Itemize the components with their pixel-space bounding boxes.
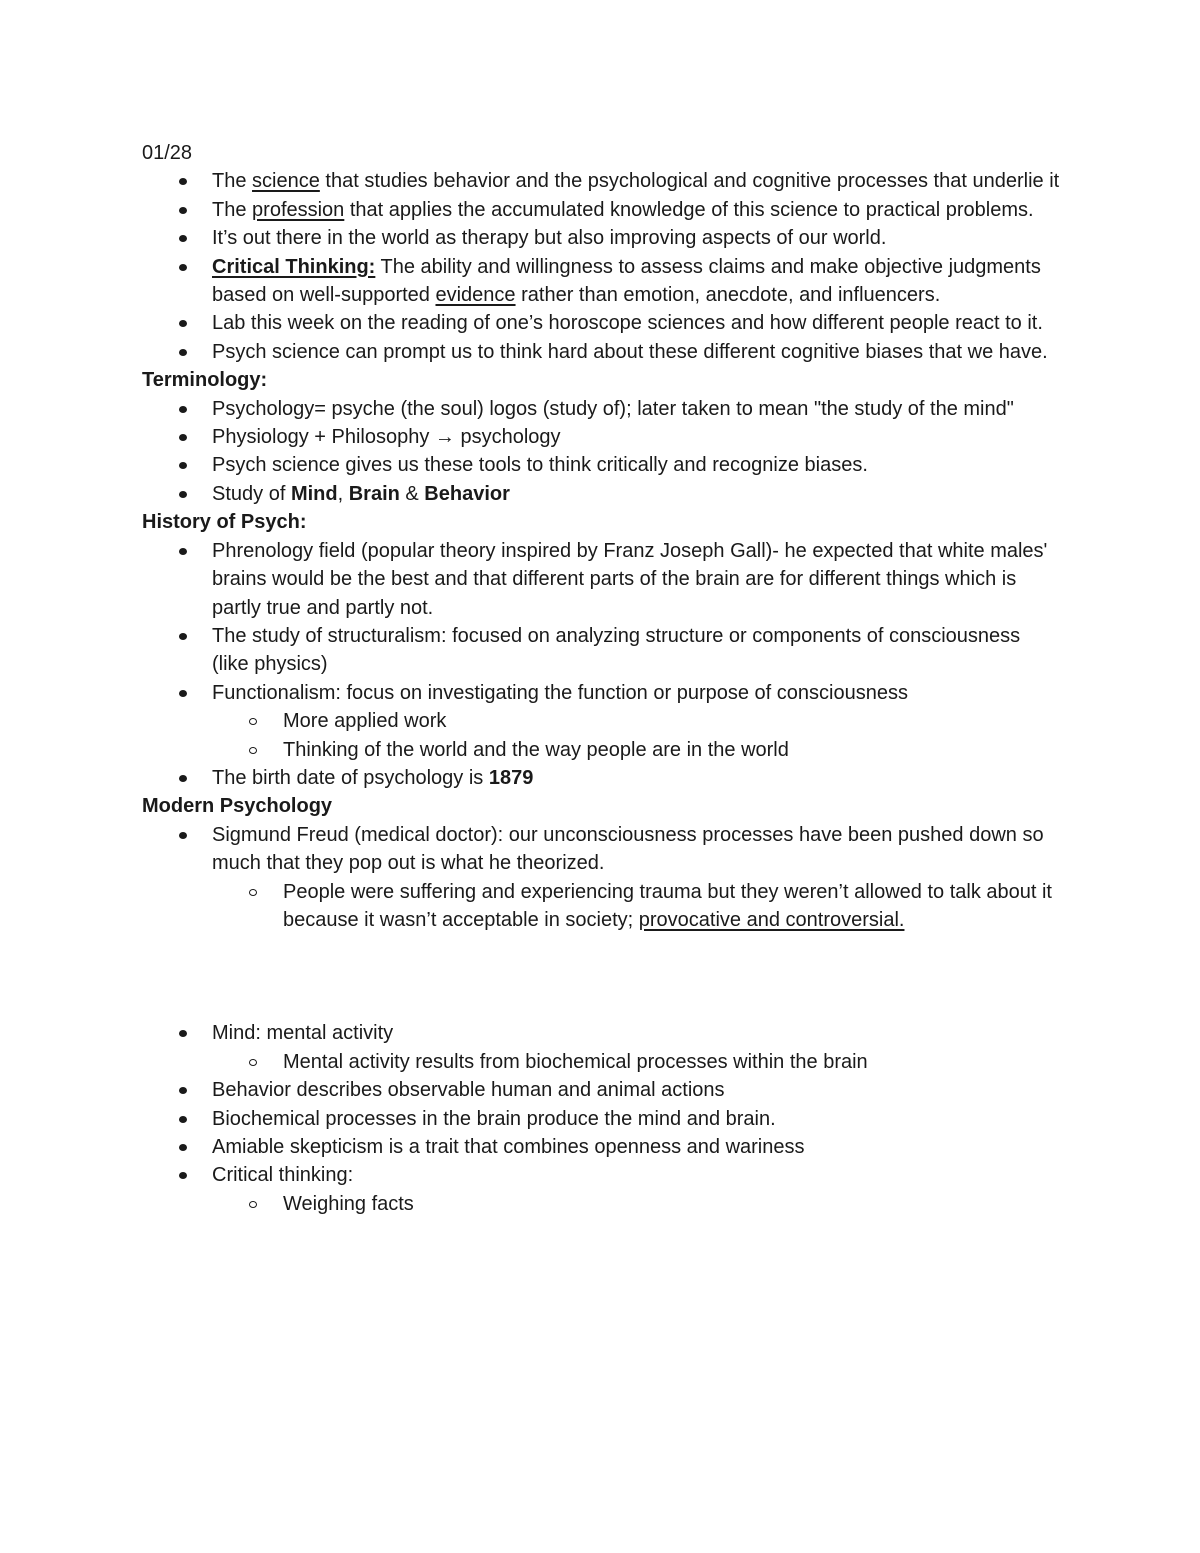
text-run: Psych science gives us these tools to think critically and recognize biases. — [212, 454, 868, 477]
list-item — [142, 309, 1062, 337]
terminology-list — [142, 395, 1062, 509]
modern-psychology-heading: Modern Psychology — [142, 795, 333, 818]
text-run: Mind — [290, 482, 338, 505]
history-heading: History of Psych: — [142, 511, 307, 534]
filled-bullet-icon — [179, 207, 187, 214]
filled-bullet-icon — [179, 548, 187, 555]
notes-list — [142, 1019, 1062, 1218]
hollow-bullet-icon — [249, 718, 257, 725]
list-item — [142, 196, 1062, 224]
text-run: Thinking of the world and the way people are in the world — [283, 738, 789, 761]
text-run: Functionalism: focus on investigating the function or purpose of consciousness — [212, 681, 908, 704]
text-run: that studies behavior and the psychological and cognitive processes that underlie it — [319, 170, 1060, 193]
modern-psychology-list — [142, 821, 1062, 935]
filled-bullet-icon — [179, 1172, 187, 1179]
list-item — [142, 622, 1062, 679]
filled-bullet-icon — [179, 1087, 187, 1094]
text-run: It’s out there in the world as therapy but also improving aspects of our world. — [212, 227, 887, 250]
text-run: science — [252, 170, 320, 193]
text-run: The ability and willingness to assess claims and make objective judgments based on well-supported — [212, 255, 1041, 307]
text-run: Psychology= psyche (the soul) logos (study of); later taken to mean "the study of the mind" — [212, 397, 1014, 420]
text-run: The — [212, 198, 253, 221]
filled-bullet-icon — [179, 434, 187, 441]
list-item — [142, 480, 1062, 508]
filled-bullet-icon — [179, 1116, 187, 1123]
date-heading: 01/28 — [142, 142, 193, 164]
list-item — [142, 1076, 1062, 1104]
text-run: Brain — [348, 482, 400, 505]
hollow-bullet-icon — [249, 747, 257, 754]
filled-bullet-icon — [179, 633, 187, 640]
history-list — [142, 537, 1062, 793]
text-run: Lab this week on the reading of one’s horoscope sciences and how different people react to it. — [212, 312, 1043, 335]
text-run: provocative and controversial. — [638, 908, 905, 931]
text-run: Mental activity results from biochemical processes within the brain — [283, 1050, 868, 1073]
filled-bullet-icon — [179, 320, 187, 327]
text-run: rather than emotion, anecdote, and influencers. — [515, 284, 941, 307]
sub-list-item — [142, 736, 1062, 764]
list-item — [142, 423, 1062, 451]
sub-list-item — [142, 707, 1062, 735]
text-run: Physiology + Philosophy → psychology — [212, 426, 561, 449]
list-item — [142, 1105, 1062, 1133]
list-item — [142, 338, 1062, 366]
list-item — [142, 1161, 1062, 1189]
list-item — [142, 224, 1062, 252]
list-item — [142, 679, 1062, 707]
sub-list-item — [142, 1048, 1062, 1076]
filled-bullet-icon — [179, 264, 187, 271]
filled-bullet-icon — [179, 775, 187, 782]
hollow-bullet-icon — [249, 1059, 257, 1066]
text-run: Mind: mental activity — [212, 1022, 394, 1045]
list-item — [142, 537, 1062, 622]
filled-bullet-icon — [179, 406, 187, 413]
filled-bullet-icon — [179, 462, 187, 469]
text-run: Study of — [212, 482, 291, 505]
sub-list-item — [142, 878, 1062, 935]
text-run: More applied work — [283, 710, 447, 733]
sub-list-item — [142, 1190, 1062, 1218]
text-run: that applies the accumulated knowledge of this science to practical problems. — [344, 198, 1034, 221]
text-run: Critical Thinking: — [212, 255, 376, 278]
filled-bullet-icon — [179, 1030, 187, 1037]
text-run: Sigmund Freud (medical doctor): our unconsciousness processes have been pushed down so much that they pop out is what he theorized. — [212, 823, 1044, 875]
text-run: Biochemical processes in the brain produce the mind and brain. — [212, 1107, 776, 1130]
filled-bullet-icon — [179, 491, 187, 498]
filled-bullet-icon — [179, 235, 187, 242]
list-item — [142, 821, 1062, 878]
text-run: profession — [252, 198, 345, 221]
text-run: Behavior describes observable human and animal actions — [212, 1079, 725, 1102]
list-item — [142, 451, 1062, 479]
text-run: 1879 — [488, 766, 534, 789]
filled-bullet-icon — [179, 349, 187, 356]
hollow-bullet-icon — [249, 1201, 257, 1208]
blank-space — [142, 934, 1062, 1019]
text-run: Behavior — [424, 482, 510, 505]
document-page — [142, 139, 1062, 1218]
list-item — [142, 253, 1062, 310]
filled-bullet-icon — [179, 690, 187, 697]
text-run: The — [212, 170, 253, 193]
filled-bullet-icon — [179, 178, 187, 185]
text-run: & — [399, 482, 425, 505]
filled-bullet-icon — [179, 1144, 187, 1151]
text-run: The study of structuralism: focused on analyzing structure or components of consciousness (like physics) — [212, 624, 1021, 676]
terminology-heading: Terminology: — [142, 369, 268, 392]
list-item — [142, 395, 1062, 423]
hollow-bullet-icon — [249, 889, 257, 896]
filled-bullet-icon — [179, 832, 187, 839]
text-run: The birth date of psychology is — [212, 766, 489, 789]
list-item — [142, 764, 1062, 792]
text-run: Amiable skepticism is a trait that combines openness and wariness — [212, 1136, 805, 1158]
list-item — [142, 1133, 1062, 1161]
text-run: Psych science can prompt us to think hard about these different cognitive biases that we have. — [212, 340, 1048, 363]
text-run: , — [337, 482, 349, 505]
text-run: Weighing facts — [283, 1192, 414, 1215]
list-item — [142, 167, 1062, 195]
intro-list — [142, 167, 1062, 366]
text-run: evidence — [435, 284, 516, 307]
list-item — [142, 1019, 1062, 1047]
text-run: Phrenology field (popular theory inspired by Franz Joseph Gall)- he expected that white males' brains would be the best and that different parts of the brain are for different things which is partly true and partly not. — [212, 539, 1048, 619]
text-run: People were suffering and experiencing trauma but they weren’t allowed to talk about it because it wasn’t acceptable in society; — [283, 880, 1052, 931]
text-run: Critical thinking: — [212, 1164, 354, 1187]
